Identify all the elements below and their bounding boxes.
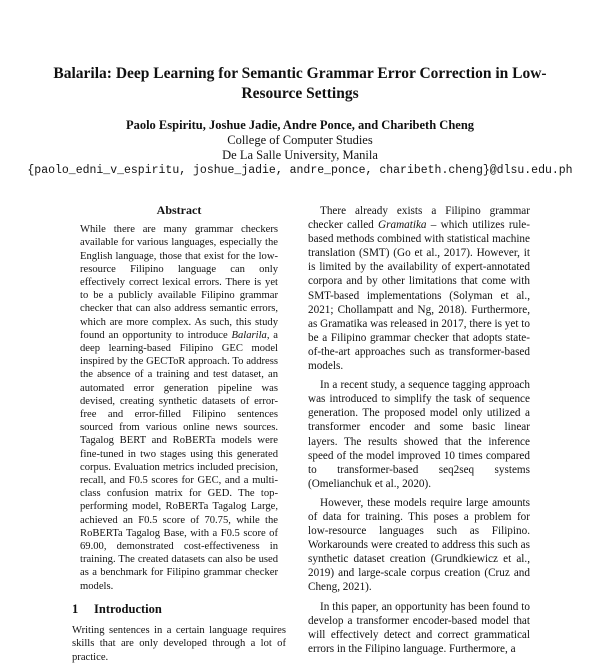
model-name-balarila: Balarila xyxy=(231,329,267,341)
section-title: Introduction xyxy=(94,601,162,616)
abstract-heading: Abstract xyxy=(156,203,202,217)
left-column xyxy=(72,204,286,664)
paragraph-sequence-tagging: In a recent study, a sequence tagging approach was introduced to simplify the task of sequence generation. The proposed model only utilized a transformer encoder and some basic linear layers. The results showed that the inference speed of the model improved 10 times compared to transformer-based seq2seq systems (Omelianchuk et al., 2020). xyxy=(308,379,530,490)
section-number: 1 xyxy=(72,601,79,616)
affiliation-university: De La Salle University, Manila xyxy=(222,148,378,162)
abstract-text-part2: , a deep learning-based Filipino GEC model inspired by the GECToR approach. To address the absence of a training and test dataset, an automated error generation pipeline was devised, creating synthetic datasets of error-free and error-filled Filipino sentences sourced from various online news sources. Tagalog BERT and RoBERTa models were fine-tuned in two stages using this generated corpus. Evaluation metrics included precision, recall, and F0.5 scores for GEC, and a multi-class confusion matrix for GED. The top-performing model, RoBERTa Tagalog Large, achieved an F0.5 score of 70.75, while the RoBERTa Tagalog Base, with a F0.5 score of 69.00, demonstrated cost-effectiveness in training. The created datasets can also be used as a benchmark for Filipino grammar checker models. xyxy=(80,329,278,592)
abstract-text-part1: While there are many grammar checkers available for various languages, especially the English language, those that exist for the low-resource Filipino language can only effectively correct lexical errors. There is yet to be a publicly available Filipino grammar checker that can also address semantic errors, which are more complex. As such, this study found an opportunity to introduce xyxy=(80,224,278,341)
paragraph-gramatika xyxy=(308,204,530,373)
affiliation-college: College of Computer Studies xyxy=(227,133,373,147)
paper-title: Balarila: Deep Learning for Semantic Grammar Error Correction in Low-Resource Settings xyxy=(53,65,547,102)
paragraph-gramatika-part2: – which utilizes rule-based methods combined with statistical machine translation (SMT) (Go et al., 2017). However, it is limited by the availability of expert-annotated corpora and by other limitations that come with SMT-based implementations (Solyman et al., 2021; Chollampatt and Ng, 2018). Furthermore, as Gramatika was released in 2017, there is yet to be a Filipino grammar checker that adopts state-of-the-art approaches such as transformer-based models. xyxy=(308,219,530,373)
paragraph-opportunity: In this paper, an opportunity has been found to develop a transformer encoder-based model that will effectively detect and correct grammatical errors in the Filipino language. Furthermore, a xyxy=(308,600,530,655)
paragraph-data-requirements: However, these models require large amounts of data for training. This poses a problem for low-resource languages such as Filipino. Workarounds were created to address this such as synthetic dataset creation (Grundkiewicz et al., 2019) and large-scale corpus creation (Cruz and Cheng, 2021). xyxy=(308,496,530,594)
abstract-text xyxy=(80,223,278,593)
right-column xyxy=(308,204,530,661)
author-block xyxy=(0,118,600,178)
tool-name-gramatika: Gramatika xyxy=(378,219,427,232)
author-names: Paolo Espiritu, Joshue Jadie, Andre Ponce, and Charibeth Cheng xyxy=(125,118,475,132)
introduction-heading xyxy=(72,603,286,616)
introduction-paragraph: Writing sentences in a certain language requires skills that are only developed through a lot of practice. xyxy=(72,625,286,663)
paragraph-gramatika-part1: There already exists a Filipino grammar checker called xyxy=(308,205,530,232)
author-emails: {paolo_edni_v_espiritu, joshue_jadie, andre_ponce, charibeth.cheng}@dlsu.edu.ph xyxy=(27,164,573,177)
